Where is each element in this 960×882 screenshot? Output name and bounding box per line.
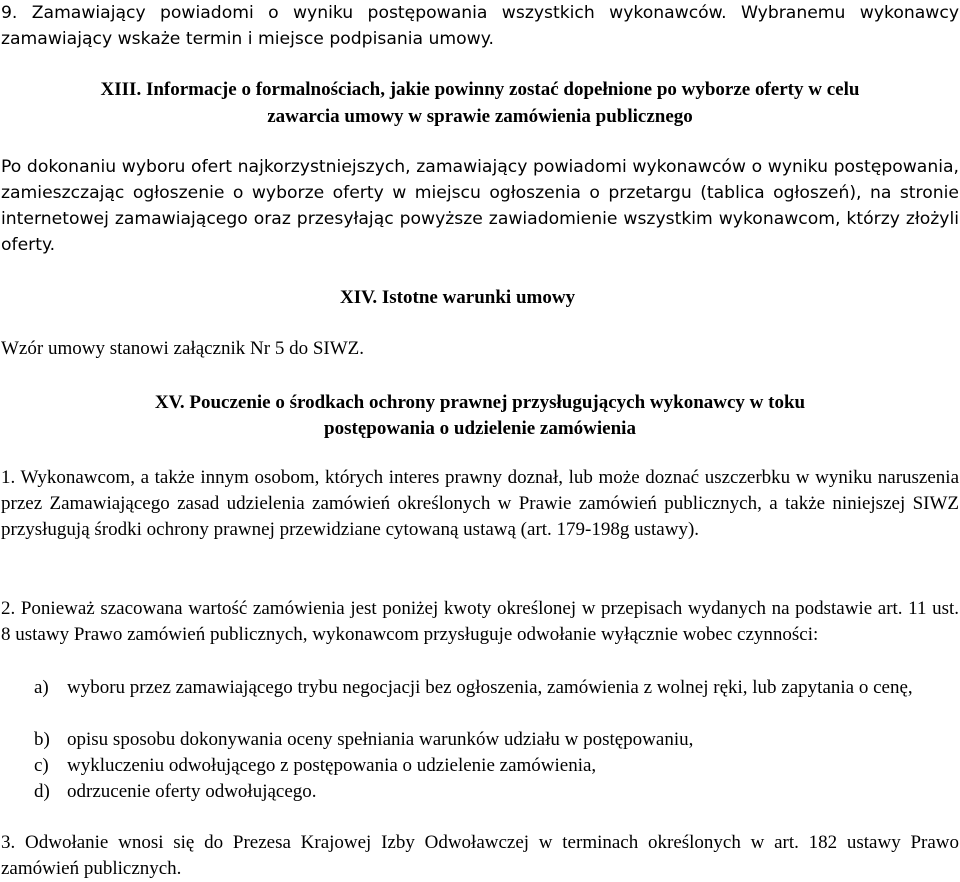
section-xiii-body: Po dokonaniu wyboru ofert najkorzystniejszych, zamawiający powiadomi wykonawców o wyniku postępowania, zamieszczając ogłoszenie o wyborze oferty w miejscu ogłoszenia o przetargu (tablica ogłoszeń), na stronie internetowej zamawiającego oraz przesyłając powyższe zawiadomienie wszystkim wykonawcom, którzy złożyli oferty. [1,157,959,255]
list-marker: c) [34,755,49,776]
xv-point-2: 2. Ponieważ szacowana wartość zamówienia jest poniżej kwoty określonej w przepisach wydanych na podstawie art. 11 ust. 8 ustawy Prawo zamówień publicznych, wykonawcom przysługuje odwołanie wyłącznie wobec czynności: [1,598,959,645]
xv-point-3: 3. Odwołanie wnosi się do Prezesa Krajowej Izby Odwoławczej w terminach określonych w art. 182 ustawy Prawo zamówień publicznych. [1,832,959,879]
list-text: wyboru przez zamawiającego trybu negocjacji bez ogłoszenia, zamówienia z wolnej ręki, lub zapytania o cenę, [67,677,913,698]
section-xiv-body: Wzór umowy stanowi załącznik Nr 5 do SIWZ. [1,338,365,359]
list-text: odrzucenie oferty odwołującego. [67,781,317,802]
section-xiii-heading-line2: zawarcia umowy w sprawie zamówienia publicznego [267,106,693,127]
list-text: opisu sposobu dokonywania oceny spełniania warunków udziału w postępowaniu, [67,729,694,750]
list-marker: b) [34,729,50,750]
section-xiii-heading-line1: XIII. Informacje o formalnościach, jakie powinny zostać dopełnione po wyborze oferty w celu [100,79,860,100]
section-xiv-heading: XIV. Istotne warunki umowy [340,287,576,308]
list-text: wykluczeniu odwołującego z postępowania o udzielenie zamówienia, [67,755,597,776]
point-9-paragraph: 9. Zamawiający powiadomi o wyniku postępowania wszystkich wykonawców. Wybranemu wykonawcy zamawiający wskaże termin i miejsce podpisania umowy. [1,3,959,49]
list-marker: a) [34,677,49,698]
section-xv-heading-line2: postępowania o udzielenie zamówienia [324,418,636,439]
section-xv-heading-line1: XV. Pouczenie o środkach ochrony prawnej przysługujących wykonawcy w toku [154,392,806,413]
xv-point-1: 1. Wykonawcom, a także innym osobom, których interes prawny doznał, lub może doznać uszczerbku w wyniku naruszenia przez Zamawiającego zasad udzielenia zamówień określonych w Prawie zamówień publicznych, a także niniejszej SIWZ przysługują środki ochrony prawnej przewidziane cytowaną ustawą (art. 179-198g ustawy). [1,467,959,540]
list-marker: d) [34,781,50,802]
